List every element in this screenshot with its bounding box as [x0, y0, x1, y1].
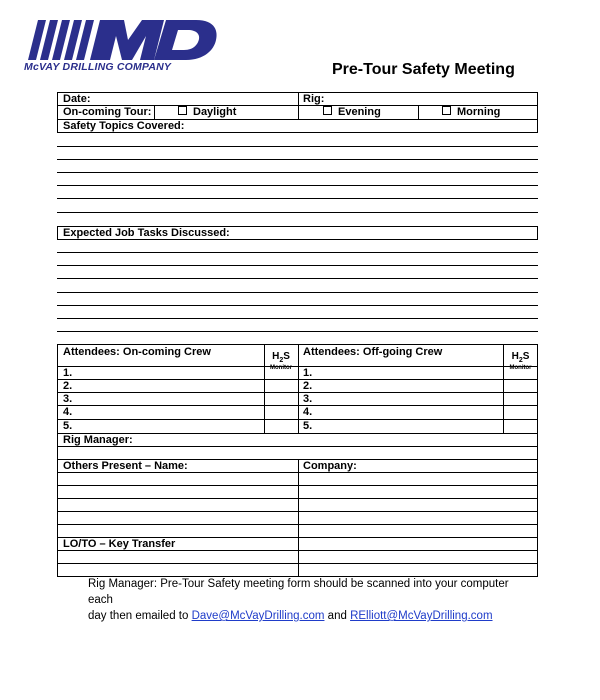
email-link-relliott[interactable]: RElliott@McVayDrilling.com	[350, 610, 493, 622]
tour-option-daylight[interactable]: Daylight	[178, 106, 236, 118]
checkbox-icon[interactable]	[442, 106, 451, 115]
writing-line[interactable]	[57, 185, 538, 186]
job-tasks-label: Expected Job Tasks Discussed:	[63, 227, 230, 239]
h2s-monitor-header: $H_2S$ Monitor	[509, 351, 532, 371]
tour-option-morning[interactable]: Morning	[442, 106, 500, 118]
checkbox-icon[interactable]	[178, 106, 187, 115]
offgoing-row-number: 3.	[303, 393, 313, 405]
logo-text: McVAY DRILLING COMPANY	[24, 61, 172, 73]
writing-line[interactable]	[57, 198, 538, 199]
oncoming-row-number: 5.	[63, 420, 73, 432]
writing-line[interactable]	[57, 305, 538, 306]
writing-line[interactable]	[57, 278, 538, 279]
oncoming-crew-header: Attendees: On-coming Crew	[63, 346, 211, 358]
tour-option-evening[interactable]: Evening	[323, 106, 381, 118]
oncoming-row-number: 4.	[63, 406, 73, 418]
h2s-monitor-header: $H_2S$ Monitor	[270, 351, 292, 371]
writing-line[interactable]	[57, 172, 538, 173]
rig-manager-label: Rig Manager:	[63, 434, 133, 446]
page-title: Pre-Tour Safety Meeting	[332, 61, 515, 78]
writing-line[interactable]	[57, 292, 538, 293]
writing-line[interactable]	[57, 212, 538, 213]
safety-topics-label: Safety Topics Covered:	[63, 120, 185, 132]
writing-line[interactable]	[57, 159, 538, 160]
offgoing-row-number: 4.	[303, 406, 313, 418]
date-label: Date:	[63, 93, 91, 105]
loto-label: LO/TO – Key Transfer	[63, 538, 176, 550]
offgoing-row-number: 2.	[303, 380, 313, 392]
writing-line[interactable]	[57, 146, 538, 147]
oncoming-row-number: 3.	[63, 393, 73, 405]
offgoing-crew-header: Attendees: Off-going Crew	[303, 346, 443, 358]
email-link-dave[interactable]: Dave@McVayDrilling.com	[191, 610, 325, 622]
writing-line[interactable]	[57, 331, 538, 332]
checkbox-icon[interactable]	[323, 106, 332, 115]
rig-label: Rig:	[303, 93, 325, 105]
offgoing-row-number: 5.	[303, 420, 313, 432]
company-label: Company:	[303, 460, 357, 472]
oncoming-tour-label: On-coming Tour:	[63, 106, 152, 118]
footer-instructions: Rig Manager: Pre-Tour Safety meeting form should be scanned into your computer each day then emailed to Dave@McVayDrilling.com and RElliott@McVayDrilling.com	[88, 578, 509, 622]
offgoing-row-number: 1.	[303, 367, 313, 379]
others-present-label: Others Present – Name:	[63, 460, 188, 472]
writing-line[interactable]	[57, 265, 538, 266]
oncoming-row-number: 2.	[63, 380, 73, 392]
writing-line[interactable]	[57, 252, 538, 253]
writing-line[interactable]	[57, 318, 538, 319]
oncoming-row-number: 1.	[63, 367, 73, 379]
